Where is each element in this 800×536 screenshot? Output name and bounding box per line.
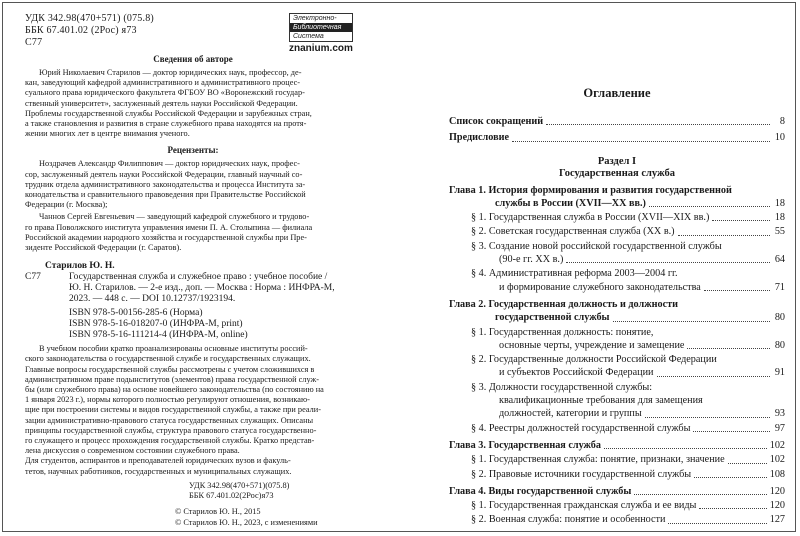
toc-entry-label: службы в России (XVII—XX вв.) (495, 197, 646, 209)
toc-leader (512, 141, 770, 142)
book-line: Ю. Н. Старилов. — 2-е изд., доп. — Москва : Норма : ИНФРА-М, (69, 283, 335, 294)
toc-entry-page: 102 (769, 439, 785, 451)
toc-line (471, 240, 785, 253)
catalog-record (25, 261, 361, 341)
toc-leader (694, 477, 767, 478)
toc-entry-page: 93 (774, 408, 785, 420)
toc-entry-page: 127 (769, 514, 785, 526)
toc-abbrev-label: Список сокращений (449, 116, 544, 127)
toc-paragraph (449, 240, 785, 267)
toc-paragraph (449, 381, 785, 421)
text-line: Чаннов Сергей Евгеньевич — заведующий кафедрой служебного и трудово- (39, 212, 310, 222)
toc-line (471, 453, 785, 466)
logo-line-2: Библиотечная (290, 23, 352, 32)
book-spread (2, 2, 796, 532)
toc-leader (693, 431, 770, 432)
text-line: а также становления и развития в стране служебного права находятся на протя- (25, 119, 307, 129)
toc-paragraph (449, 453, 785, 466)
book-entry (25, 272, 361, 305)
reviewer-2 (25, 212, 361, 253)
isbn-list (25, 308, 361, 341)
toc-leader (566, 262, 770, 263)
copyright-1: © Старилов Ю. Н., 2015 (175, 507, 261, 517)
author-info (25, 68, 361, 139)
toc-line (471, 422, 785, 435)
toc-leader (668, 523, 766, 524)
toc-leader (645, 417, 770, 418)
isbn-line: ISBN 978-5-16-111214-4 (ИНФРА-М, online) (69, 330, 248, 341)
text-line: сор, заслуженный деятель науки Российской Федерации, главный научный со- (25, 169, 303, 179)
reviewer-1 (25, 159, 361, 210)
text-line: жении многих лет в центре внимания ученого. (25, 129, 190, 139)
toc-chapters (449, 184, 785, 527)
toc-entry-label: § 3. Должности государственной службы: (471, 381, 653, 393)
toc-entry-label: § 1. Государственная служба в России (XVII—XIX вв.) (471, 212, 710, 224)
book-line: 2023. — 448 с. — DOI 10.12737/1923194. (69, 294, 236, 305)
section-title: Раздел I (597, 155, 637, 167)
toc-paragraph (449, 267, 785, 294)
toc-entry-page: 55 (774, 226, 785, 238)
toc-line (471, 407, 785, 420)
toc-leader (657, 376, 770, 377)
toc-paragraph (449, 225, 785, 238)
bottom-udk: УДК 342.98(470+571)(075.8) (189, 480, 290, 490)
toc-title: Оглавление (583, 86, 651, 100)
toc-line (471, 267, 785, 280)
toc-entry-page: 91 (774, 367, 785, 379)
toc-chapter (449, 485, 785, 498)
toc-paragraph (449, 353, 785, 380)
text-line: принципы государственной службы, структура правового статуса государственно- (25, 425, 317, 435)
toc-entry-label: Глава 3. Государственная служба (449, 439, 601, 451)
toc-leader (704, 290, 770, 291)
toc-line (471, 281, 785, 294)
toc-entry-label: § 1. Государственная служба: понятие, признаки, значение (471, 454, 725, 466)
section-subtitle: Государственная служба (559, 167, 675, 179)
text-line: ственный университет», заслуженный деятель науки Российской Федерации. (25, 98, 298, 108)
toc-preface-label: Предисловие (449, 132, 509, 144)
toc-entry-page: 64 (774, 254, 785, 266)
toc-entry-label: Глава 2. Государственная должность и должности (449, 298, 678, 310)
toc-entry-label: § 1. Государственная гражданская служба и ее виды (471, 500, 697, 512)
toc-line (471, 381, 785, 394)
toc-line (449, 184, 785, 197)
toc-paragraph (449, 326, 785, 353)
logo-line-1: Электронно- (290, 14, 352, 23)
toc-leader (604, 448, 767, 449)
text-line: щие при построении системы и видов государственной службы, а также при реали- (25, 405, 321, 415)
text-line: го права Поволжского института управления имени П. А. Столыпина — филиала (25, 222, 313, 232)
udk-code: УДК 342.98(470+571) (075.8) (25, 13, 154, 24)
copyright-2: © Старилов Ю. Н., 2023, с изменениями (175, 517, 318, 527)
toc-leader (687, 348, 770, 349)
text-line: лена дискуссия о современном состоянии служебного права. (25, 446, 240, 456)
toc-line (471, 513, 785, 526)
author-sign: С77 (25, 37, 43, 48)
toc-abbrev (449, 115, 785, 128)
text-line: бы (или служебного права) на основе новейшего законодательства (по состоянию на (25, 385, 324, 395)
toc-entry-label: и субъектов Российской Федерации (499, 367, 654, 379)
toc-entry-label: Глава 4. Виды государственной службы (449, 485, 632, 497)
toc-line (449, 485, 785, 498)
toc-paragraph (449, 513, 785, 526)
toc-paragraph (449, 422, 785, 435)
toc-line (471, 499, 785, 512)
text-line: Ноздрачев Александр Филиппович — доктор юридических наук, профес- (39, 159, 300, 169)
toc-entry-page: 18 (774, 212, 785, 224)
text-line: трудник отдела административного законодательства и процесса Института за- (25, 179, 306, 189)
toc-line (471, 394, 785, 407)
toc-leader (634, 494, 766, 495)
toc-abbrev-page: 8 (779, 116, 785, 127)
toc-chapter (449, 298, 785, 325)
toc-entry-label: § 2. Правовые источники государственной службы (471, 468, 692, 480)
toc-leader (678, 235, 770, 236)
toc-line (471, 353, 785, 366)
toc-chapter (449, 184, 785, 211)
bottom-bbk: ББК 67.401.02(2Рос)я73 (189, 491, 274, 501)
toc-line (471, 366, 785, 379)
logo-line-3: Система (290, 32, 352, 41)
toc-line (449, 197, 785, 210)
text-line: суального права юридического факультета ФГБОУ ВО «Воронежский государ- (25, 88, 305, 98)
isbn-line: ISBN 978-5-00156-285-6 (Норма) (69, 308, 203, 319)
author-heading: Сведения об авторе (153, 54, 233, 64)
text-line: 1 января 2023 г.), нормы которого полностью регулируют отношения, возникаю- (25, 395, 310, 405)
text-line: Российской академии народного хозяйства и государственной службы при Пре- (25, 232, 307, 242)
text-line: зации административно-правового статуса государственных служащих. Описаны (25, 415, 314, 425)
toc-line (449, 311, 785, 324)
toc-leader (649, 206, 770, 207)
book-description (69, 272, 361, 305)
toc-leader (699, 508, 766, 509)
text-line: В учебном пособии кратко проанализированы основные институты россий- (39, 344, 308, 354)
bbk-code: ББК 67.401.02 (2Рос) я73 (25, 25, 137, 36)
text-line: ского законодательства о государственной службе и государственных служащих. (25, 354, 311, 364)
toc-line (471, 339, 785, 352)
toc-preface (449, 131, 785, 144)
logo-site: znanium.com (289, 43, 353, 54)
toc-chapter (449, 439, 785, 452)
toc-preface-page: 10 (774, 132, 785, 144)
toc-line (471, 253, 785, 266)
toc-line (471, 326, 785, 339)
text-line: Федерации (г. Москва); (25, 200, 108, 210)
toc-entry-label: § 4. Административная реформа 2003—2004 гг. (471, 268, 678, 280)
book-line: Государственная служба и служебное право : учебное пособие / (69, 272, 328, 283)
toc-leader (613, 321, 770, 322)
toc-entry-label: государственной службы (495, 312, 610, 324)
text-line: тетов, научных работников, государственных и муниципальных служащих. (25, 466, 292, 476)
reviewers-heading: Рецензенты: (167, 145, 219, 156)
toc-entry-label: Глава 1. История формирования и развития государственной (449, 184, 732, 196)
toc-line (471, 211, 785, 224)
toc-paragraph (449, 211, 785, 224)
imprint-page (25, 13, 361, 528)
toc-entry-label: § 2. Государственные должности Российской Федерации (471, 354, 717, 366)
toc-line (471, 468, 785, 481)
toc-entry-label: должностей, категории и группы (499, 408, 642, 420)
toc-entry-label: квалификационные требования для замещения (499, 395, 703, 407)
toc-line (449, 298, 785, 311)
toc-entry-label: (90-е гг. XX в.) (499, 254, 564, 266)
toc-entry-label: § 4. Реестры должностей государственной службы (471, 422, 691, 434)
toc-line (471, 225, 785, 238)
toc-entry-label: § 3. Создание новой российской государственной службы (471, 240, 722, 252)
abstract (25, 344, 361, 477)
text-line: Для студентов, аспирантов и преподавателей юридических вузов и факуль- (25, 456, 291, 466)
toc-entry-page: 120 (769, 485, 785, 497)
text-line: го служащего и процесс прохождения государственной службы. Кратко представ- (25, 436, 315, 446)
book-author: Старилов Ю. Н. (45, 261, 115, 272)
toc-entry-label: § 2. Советская государственная служба (XX в.) (471, 226, 675, 238)
toc-entry-label: и формирование служебного законодательства (499, 281, 701, 293)
toc-entry-page: 120 (769, 500, 785, 512)
text-line: Юрий Николаевич Старилов — доктор юридических наук, профессор, де- (39, 68, 302, 77)
toc-entry-page: 18 (774, 197, 785, 209)
toc-line (449, 439, 785, 452)
toc-entry-label: основные черты, учреждение и замещение (499, 339, 685, 351)
book-code: С77 (25, 272, 41, 283)
toc-entry-page: 71 (774, 281, 785, 293)
toc-entry-page: 102 (769, 454, 785, 466)
isbn-line: ISBN 978-5-16-018207-0 (ИНФРА-М, print) (69, 319, 243, 330)
text-line: административном праве подынститутов (элементов) права государственной служ- (25, 374, 319, 384)
text-line: конодательства и сравнительного правоведения при Правительстве Российской (25, 190, 306, 200)
text-line: Главные вопросы государственной службы рассмотрены с учетом сложившихся в (25, 364, 315, 374)
toc-entry-page: 80 (774, 312, 785, 324)
text-line: зиденте Российской Федерации (г. Саратов). (25, 243, 182, 253)
toc-entry-page: 80 (774, 339, 785, 351)
text-line: Проблемы государственной службы Российской Федерации и зарубежных стран, (25, 108, 312, 118)
toc-paragraph (449, 468, 785, 481)
znanium-logo (289, 13, 373, 55)
toc-leader (728, 463, 767, 464)
toc-page (449, 13, 785, 527)
toc-leader (712, 220, 770, 221)
toc-paragraph (449, 499, 785, 512)
toc-entry-page: 108 (769, 468, 785, 480)
toc-leader (546, 124, 770, 125)
toc-entry-label: § 1. Государственная должность: понятие, (471, 326, 654, 338)
toc-entry-page: 97 (774, 422, 785, 434)
text-line: кан, заведующий кафедрой административного и административного процес- (25, 78, 301, 88)
toc-entry-label: § 2. Военная служба: понятие и особенности (471, 514, 666, 526)
